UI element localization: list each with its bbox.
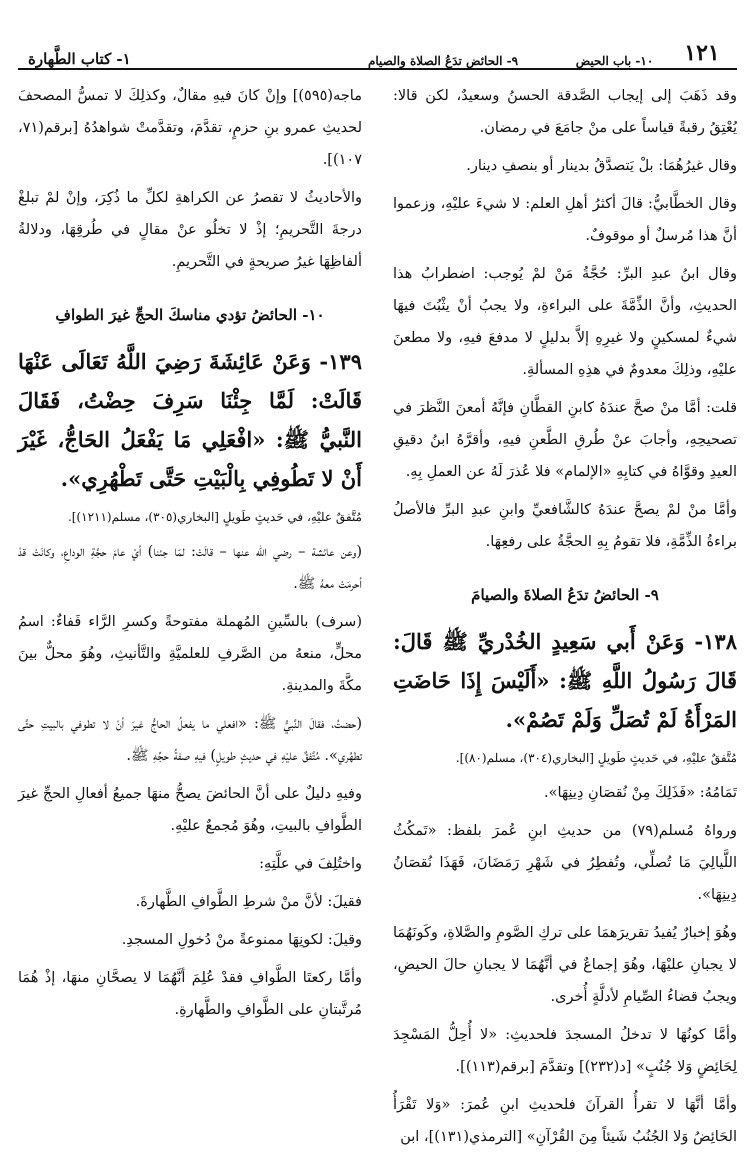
commentary-paragraph: وهُوَ إخبارٌ يُفيدُ تقريرَهمَا على تركِ الصَّومِ والصَّلاةِ، وكَونَهُمَا لا يجبانِ عليْهَا، وهُوَ إجماعٌ في أنَّهُمَا لا يجبانِ حالَ الحيضِ، ويجبُ قضاءُ الصِّيامِ لأدلَّةٍ أُخرى.	[393, 925, 737, 1005]
commentary-paragraph: واختُلِفَ في علَّتِهِ:	[259, 856, 362, 872]
commentary-paragraph: والأحاديثُ لا تقصرُ عن الكراهةِ لكلِّ ما ذُكِرَ، وإنْ لمْ تبلغْ درجةَ التَّحريمِ؛ إذْ لا تخلُو عنْ مقالٍ في طُرقِهَا، ودلالةُ ألفاظِهَا غيرُ صريحةٍ في التَّحريمِ.	[18, 190, 362, 270]
running-book-title: ١- كتاب الطَّهارة	[28, 50, 131, 68]
commentary-paragraph: فقيلَ: لأنَّ منْ شرطِ الطَّوافِ الطَّهارةَ.	[135, 894, 362, 910]
left-text-column	[18, 80, 362, 1090]
commentary-paragraph: وقال غيرُهُمَا: بلْ يَتصدَّقُ بدينار أو بنصفِ دينار.	[466, 158, 737, 174]
commentary-paragraph: قلت: أمَّا منْ صحَّ عندَهُ كابنِ القطَّانِ فإنَّهُ أمعنَ النَّظرَ في تصحيحِهِ، وأجابَ عنْ طُرقِ الطَّعنِ فيهِ، وأقرَّهُ ابنُ دقيقِ العيدِ وقوَّاهُ في كتابِهِ «الإلمام» فلا عُذرَ لَهُ عن العملِ بِهِ.	[393, 400, 737, 480]
commentary-paragraph: وقال الخطَّابيُّ: قالَ أكثرُ أهلِ العلم: لا شيءَ عليْهِ، وزعموا أنَّ هذا مُرسلٌ أو موقوفٌ.	[393, 196, 737, 244]
hadith-source-citation: مُتَّفقٌ عليْهِ، في حَديثٍ طَويلٍ [البخاري(٣٠٤)، مسلم(٨٠)].	[455, 751, 737, 765]
running-chapter-title: ١٠- باب الحيض	[575, 54, 654, 68]
right-text-column	[393, 80, 737, 1145]
section-heading: ٩- الحائضُ تدَعُ الصلاةَ والصيامَ	[471, 586, 659, 604]
hadith-text: ١٣٨- وَعَنْ أَبي سَعِيدٍ الخُدْريِّ ﷺ قَالَ: قَالَ رَسُولُ اللَّهِ ﷺ: «أَلَيْسَ إِذَا حَاضَتِ المَرْأَةُ لَمْ تُصَلِّ وَلَمْ تَصُمْ».	[393, 629, 737, 732]
commentary-paragraph: وأمَّا منْ لمْ يصحَّ عندَهُ كالشَّافعيِّ وابنِ عبدِ البرِّ فالأصلُ براءةُ الذِّمَّةِ، فلا تقومُ بِهِ الحجَّةُ على رفعِهَا.	[393, 502, 737, 550]
hadith-source-citation: مُتَّفقٌ عليْهِ، في حَديثٍ طَويلٍ [البخاري(٣٠٥)، مسلم(١٢١١)].	[67, 510, 362, 524]
running-section-title: ٩- الحائض تدَعُ الصلاة والصيام	[367, 54, 519, 68]
commentary-paragraph: ماجه(٥٩٥)] وإنْ كانَ فيهِ مقالٌ، وكذلِكَ لا تمسُّ المصحفَ لحديثِ عمرو بنِ حزمٍ، تقدَّمَ، وتقدَّمتْ شواهدُهُ [برقم(٧١، ١٠٧)].	[18, 88, 362, 168]
commentary-paragraph: (وعن عائشة – رضي اللّه عنها – قالَتْ: لمّا جئنا) أيْ عامَ حجَّةِ الوداعِ، وكانَتْ قدْ أحرمَتْ معهُ ﷺ.	[18, 544, 362, 592]
section-heading: ١٠- الحائضُ تؤدي مناسكَ الحجِّ غيرَ الطوافِ	[55, 306, 325, 324]
hadith-text: ١٣٩- وَعَنْ عَائِشَةَ رَضِيَ اللَّهُ تَعَالَى عَنْهَا قَالَتْ: لَمَّا جِئْنَا سَرِفَ حِضْتُ، فَقَالَ النَّبيُّ ﷺ: «افْعَلِي مَا يَفْعَلُ الحَاجُّ، غَيْرَ أَنْ لا تَطُوفِي بِالْبَيْتِ حَتَّى تَطْهُرِي».	[18, 349, 362, 491]
commentary-paragraph: وقد ذَهَبَ إلى إيجاب الصَّدقة الحسنُ وسعيدٌ، لكن قالا: يُعْتِقُ رقبةً قياساً على منْ جامَعَ في رمضان.	[393, 88, 737, 136]
page-number: ١٢١	[684, 40, 720, 66]
commentary-paragraph: ورواهُ مُسلم(٧٩) من حديثِ ابنِ عُمرَ بلفظ: «تَمكُثُ اللَّيالِيَ مَا تُصلِّي، وتُفطِرُ في شَهْرِ رَمَضَانَ، فَهَذَا نُقصَانُ دِينِهَا».	[393, 823, 737, 903]
commentary-paragraph: (سرف) بالسِّينِ المُهملة مفتوحةً وكسرِ الرَّاء فَفاءٌ: اسمُ محلٍّ، منعهُ من الصَّرفِ للعلميَّةِ والتَّأنيثِ، وهُوَ محلٌّ بينَ مكَّةَ والمدينةِ.	[18, 614, 362, 694]
page-header	[18, 38, 737, 70]
commentary-paragraph: وأمَّا ركعتَا الطَّوافِ فقدْ عُلِمَ أنَّهُمَا لا يصحَّانِ منهَا، إذْ هُمَا مُرتَّبتانِ على الطَّوافِ والطَّهارةِ.	[18, 970, 362, 1018]
commentary-paragraph: تَمَامُهُ: «فَذَلِكَ مِنْ نُقصَانِ دِينِهَا».	[543, 785, 737, 801]
commentary-paragraph: وفيهِ دليلٌ على أنَّ الحائضَ يصحُّ منهَا جميعُ أفعالِ الحجِّ غيرَ الطَّوافِ بالبيتِ، وهُوَ مُجمعٌ عليْهِ.	[18, 786, 362, 834]
commentary-paragraph: وقيلَ: لكونِهَا ممنوعةً منْ دُخولِ المسجدِ.	[121, 932, 362, 948]
commentary-paragraph: (حضتُ، فقالَ النَّبيُّ ﷺ: «افعلي ما يفعلُ الحاجُّ غيرَ أنْ لا تطوفي بالبيتِ حتَّى تطهُري». مُتَّفقٌ عليْهِ في حديثٍ طويلٍ) فيهِ صفةُ حجِّهِ ﷺ.	[18, 716, 362, 764]
commentary-paragraph: وأمَّا كونُهَا لا تدخلُ المسجدَ فلحديثِ: «لا أُحِلُّ المَسْجِدَ لِحَائِضٍ وَلا جُنُبٍ» [د(٢٣٢)] وتقدَّمَ [برقم(١١٣)].	[393, 1027, 737, 1075]
commentary-paragraph: وقال ابنُ عبدِ البرِّ: حُجَّةُ مَنْ لمْ يُوجب: اضطرابُ هذا الحديثِ، وأنَّ الذِّمَّةَ على البراءةِ، ولا يجبُ أنْ يثْبُتَ فيهَا شيءٌ لمسكينٍ ولا غيرِهِ إلاَّ بدليلٍ لا مدفعَ فيهِ، ولا مطعنَ عليْهِ، وذلِكَ معدومٌ في هذِهِ المسألةِ.	[393, 266, 737, 378]
commentary-paragraph: وأمَّا أنَّهَا لا تقرأُ القرآنَ فلحديثِ ابنِ عُمرَ: «وَلا تَقْرَأُ الحَائِضُ وَلا الجُنُبُ شَيئاً مِنَ القُرْآنِ» [الترمذي(١٣١)]، ابن	[393, 1097, 737, 1145]
